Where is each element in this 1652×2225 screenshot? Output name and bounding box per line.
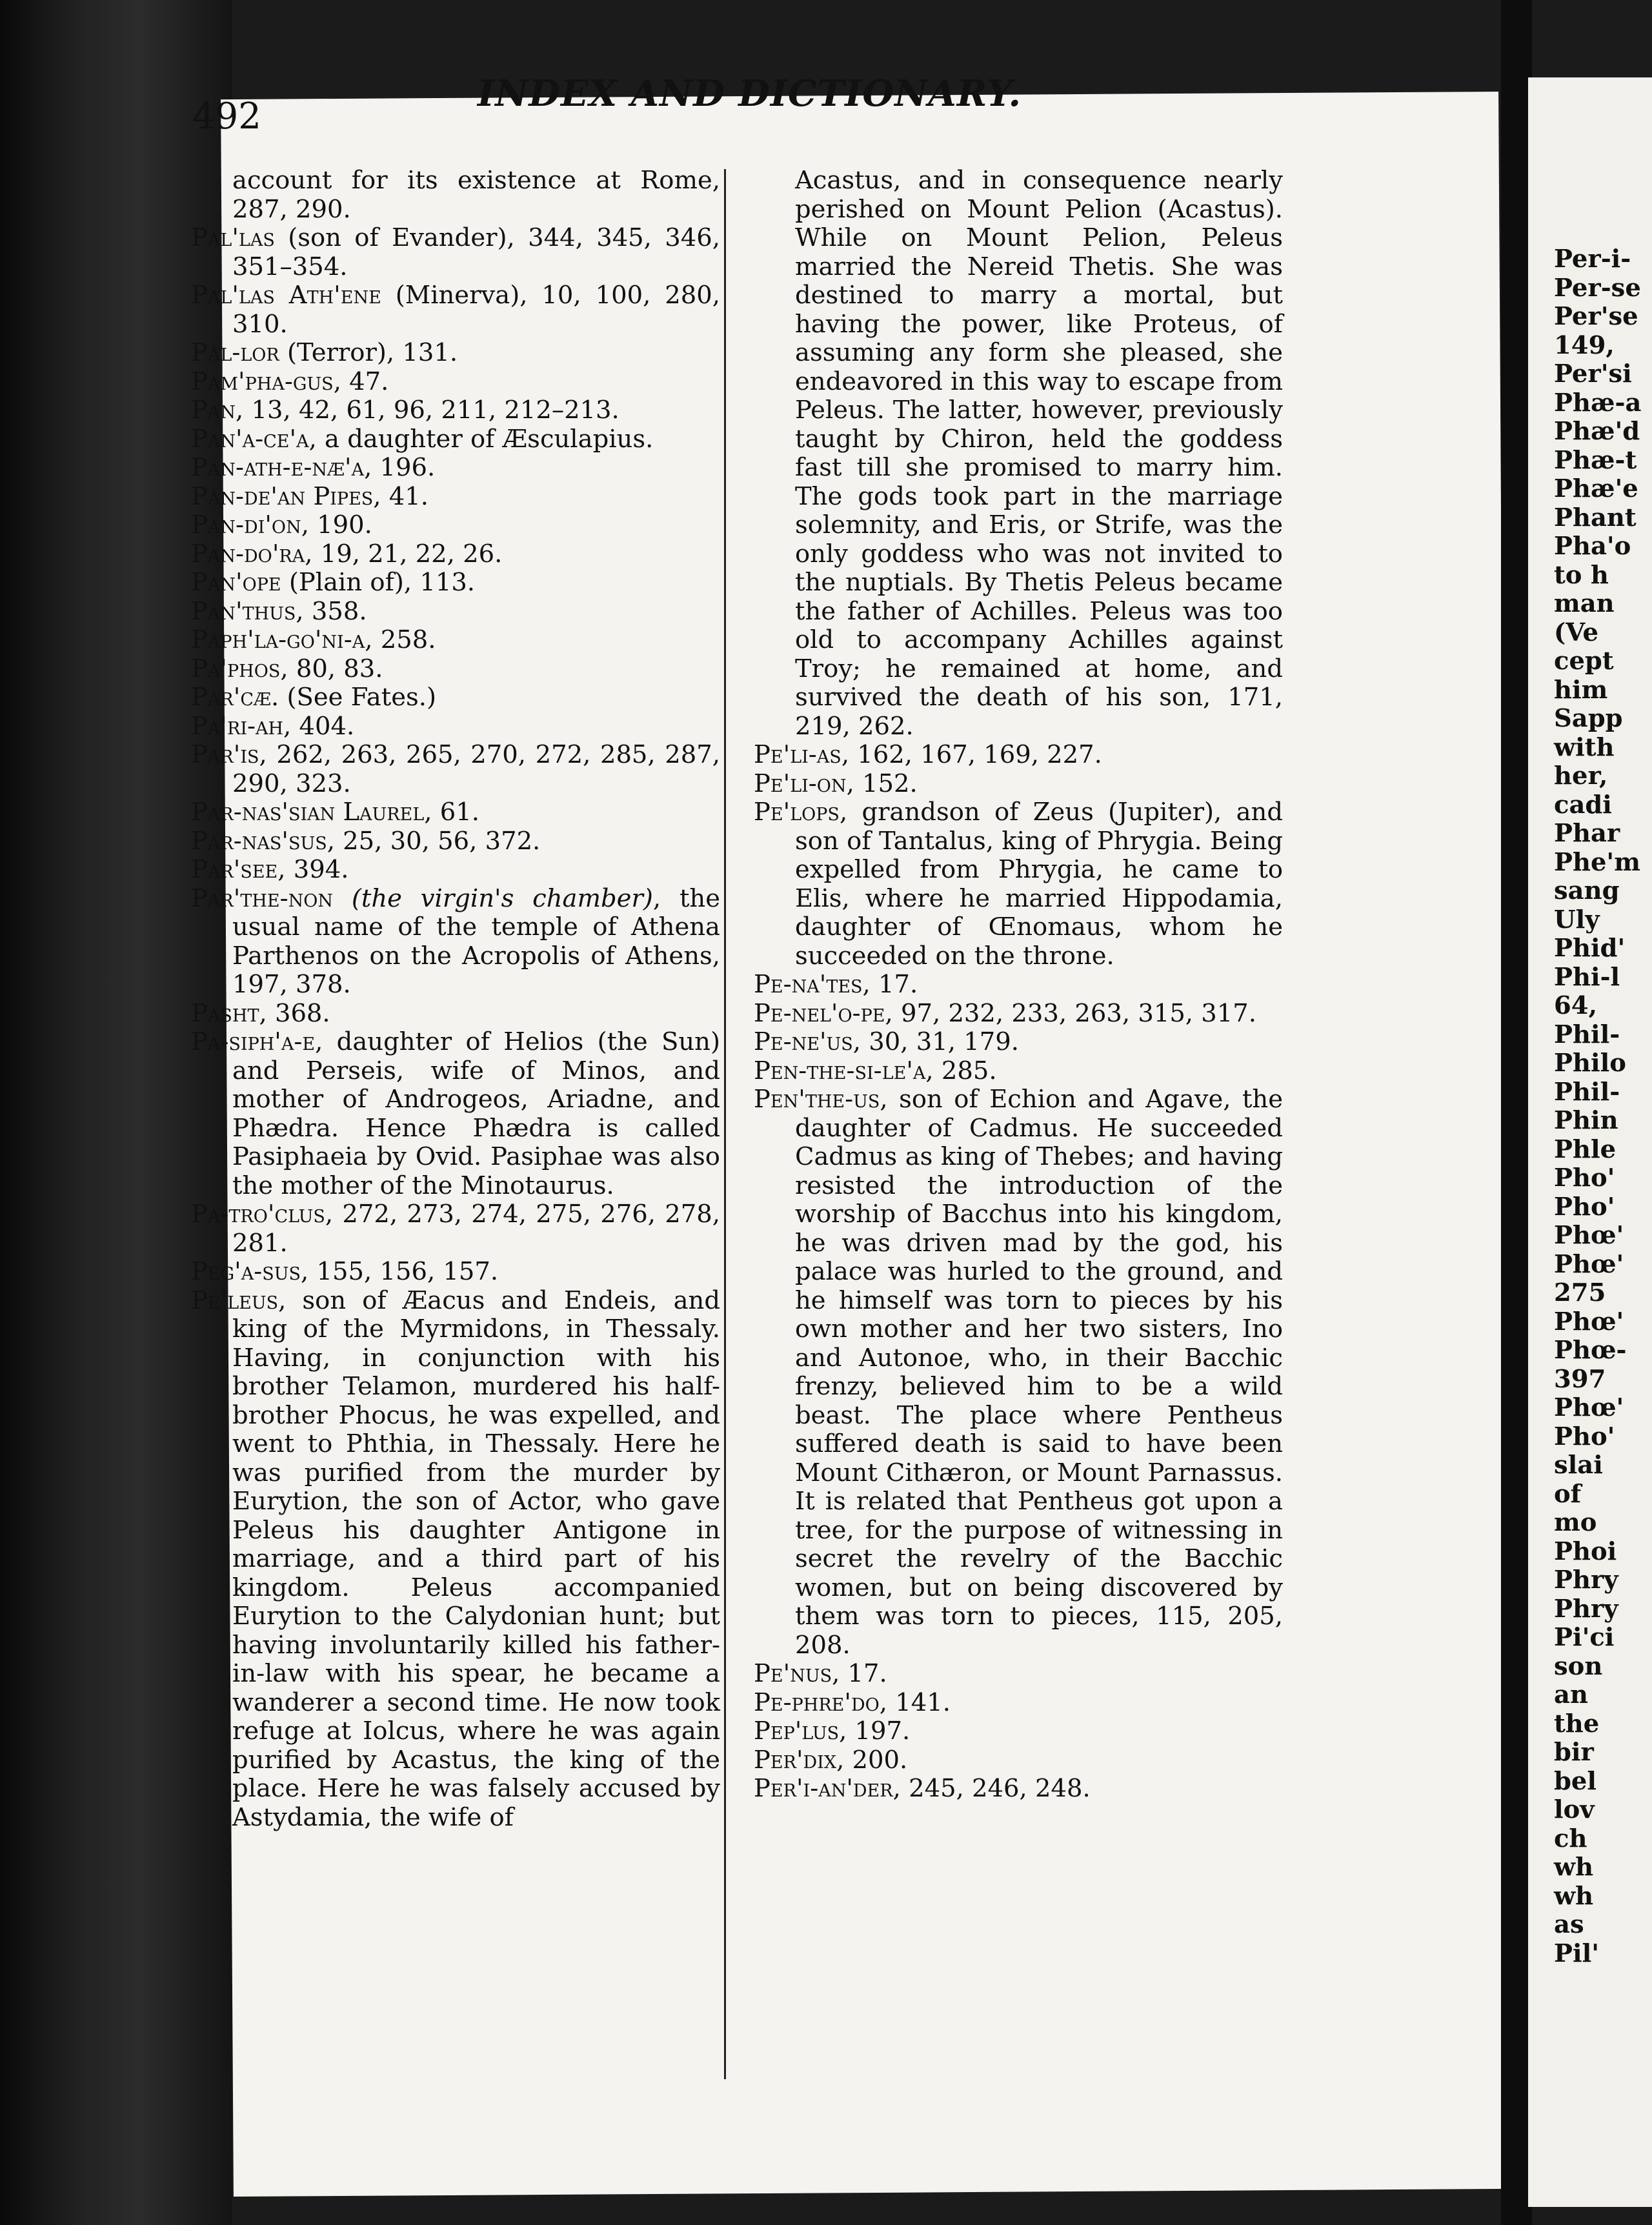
entry-text: , 30, 31, 179. bbox=[852, 1027, 1019, 1056]
index-column-left bbox=[191, 166, 720, 1832]
entry-headword: Pal'las Ath'ene bbox=[191, 281, 381, 310]
adjacent-page-line: Phœ' bbox=[1554, 1393, 1624, 1422]
entry-text: , 285. bbox=[925, 1056, 997, 1085]
entry-headword: Pan'ope bbox=[191, 568, 281, 597]
entry-text: , 190. bbox=[301, 510, 372, 539]
index-entry bbox=[754, 798, 1283, 971]
adjacent-page-line: Uly bbox=[1554, 905, 1600, 934]
entry-text: (Plain of), 113. bbox=[281, 568, 476, 597]
entry-headword: Pan-de'an Pipes bbox=[191, 481, 374, 511]
adjacent-page-line: wh bbox=[1554, 1853, 1594, 1882]
entry-text: Acastus, and in consequence nearly perished on Mount Pelion (Acastus). While on Mount Pelion, Peleus married the Nereid Thetis. She was destined to marry a mortal, but having the power, like Proteus, of assuming any form she pleased, she endeavored in this way to escape from Peleus. The latter, however, previously taught by Chiron, held the goddess fast till she promised to marry him. The gods took part in the marriage solemnity, and Eris, or Strife, was the only goddess who was not invited to the nuptials. By Thetis Peleus became the father of Achilles. Peleus was too old to accompany Achilles against Troy; he remained at home, and survived the death of his son, 171, 219, 262. bbox=[795, 166, 1283, 741]
adjacent-page-line: with bbox=[1554, 732, 1615, 762]
adjacent-page-line: Per'se bbox=[1554, 302, 1638, 331]
entry-text: . (See Fates.) bbox=[271, 683, 437, 712]
entry-headword: Par-nas'sus bbox=[191, 826, 327, 856]
adjacent-page-line: Pho' bbox=[1554, 1422, 1615, 1451]
index-column-right bbox=[754, 166, 1283, 1804]
entry-headword: Pa-siph'a-e bbox=[191, 1027, 316, 1056]
entry-text: , 394. bbox=[277, 855, 349, 884]
entry-headword: Pe-nel'o-pe bbox=[754, 998, 885, 1028]
entry-text: , 155, 156, 157. bbox=[301, 1257, 499, 1286]
entry-headword: Par-nas'sian Laurel bbox=[191, 798, 425, 827]
entry-text: , 97, 232, 233, 263, 315, 317. bbox=[885, 998, 1257, 1028]
adjacent-page-line: Phœ' bbox=[1554, 1307, 1624, 1336]
entry-headword: Pe-phre'do bbox=[754, 1687, 880, 1717]
entry-text: account for its existence at Rome, 287, 290. bbox=[232, 166, 720, 224]
entry-headword: Per'dix bbox=[754, 1745, 837, 1775]
entry-text: , 47. bbox=[333, 367, 389, 396]
entry-text: (son of Evander), 344, 345, 346, 351–354. bbox=[232, 223, 720, 281]
entry-headword: Par'is bbox=[191, 740, 259, 769]
entry-text: , daughter of Helios (the Sun) and Perseis, wife of Minos, and mother of Androgeos, Ariadne, and Phædra. Hence Phædra is called Pasiphaeia by Ovid. Pasiphae was also the mother of the Minotaurus. bbox=[232, 1027, 720, 1200]
adjacent-page-line: Per-i- bbox=[1554, 245, 1631, 274]
index-entry bbox=[191, 1287, 720, 1833]
entry-headword: Pa'ri-ah bbox=[191, 711, 284, 741]
index-entry bbox=[191, 396, 720, 425]
adjacent-page-line: cept bbox=[1554, 647, 1614, 676]
adjacent-page-line: man bbox=[1554, 589, 1615, 618]
entry-headword: Pam'pha-gus bbox=[191, 367, 334, 396]
index-entry bbox=[754, 1057, 1283, 1086]
entry-text: , 197. bbox=[839, 1717, 911, 1746]
adjacent-page-line: Pho' bbox=[1554, 1192, 1615, 1222]
adjacent-page-line: as bbox=[1554, 1910, 1584, 1939]
entry-headword: Pal'las bbox=[191, 223, 275, 252]
entry-text: , the usual name of the temple of Athena Parthenos on the Acropolis of Athens, 197, 378. bbox=[232, 883, 720, 999]
adjacent-page-line: Phle bbox=[1554, 1134, 1617, 1164]
index-entry bbox=[191, 712, 720, 741]
entry-text: , 368. bbox=[259, 998, 330, 1028]
adjacent-page-line: slai bbox=[1554, 1451, 1603, 1480]
index-entry bbox=[191, 511, 720, 540]
entry-text: , 200. bbox=[836, 1745, 908, 1775]
index-entry bbox=[754, 1689, 1283, 1718]
entry-headword: Pe-ne'us bbox=[754, 1027, 853, 1056]
adjacent-page-line: (Ve bbox=[1554, 618, 1599, 647]
entry-text: , 41. bbox=[373, 481, 429, 511]
adjacent-page-line: Phant bbox=[1554, 503, 1637, 532]
adjacent-page-line: 397 bbox=[1554, 1364, 1606, 1394]
entry-headword: Pe'lops bbox=[754, 798, 840, 827]
index-entry bbox=[754, 741, 1283, 770]
adjacent-page-line: Pil' bbox=[1554, 1938, 1599, 1968]
entry-headword: Pep'lus bbox=[754, 1717, 840, 1746]
adjacent-page-line: Phil- bbox=[1554, 1077, 1620, 1107]
index-entry bbox=[191, 683, 720, 712]
adjacent-page-line: an bbox=[1554, 1680, 1588, 1709]
adjacent-page-line: 64, bbox=[1554, 991, 1597, 1020]
running-title: INDEX AND DICTIONARY. bbox=[478, 72, 1022, 115]
entry-text: (Minerva), 10, 100, 280, 310. bbox=[232, 281, 720, 339]
index-entry bbox=[191, 454, 720, 483]
index-entry bbox=[191, 224, 720, 281]
adjacent-page-line: bel bbox=[1554, 1766, 1597, 1796]
entry-text: , 61. bbox=[424, 798, 479, 827]
entry-headword: Per'i-an'der bbox=[754, 1774, 893, 1803]
entry-headword: Pe'li-as bbox=[754, 740, 841, 769]
index-entry bbox=[191, 626, 720, 655]
entry-headword: Pasht bbox=[191, 998, 259, 1028]
entry-headword: Pe'nus bbox=[754, 1659, 832, 1688]
entry-headword: Pen-the-si-le'a bbox=[754, 1056, 926, 1085]
entry-headword: Pan bbox=[191, 396, 236, 425]
index-entry bbox=[754, 770, 1283, 799]
index-entry bbox=[191, 281, 720, 339]
column-divider bbox=[724, 169, 726, 2079]
entry-headword: Pa-tro'clus bbox=[191, 1200, 325, 1229]
entry-text: , 262, 263, 265, 270, 272, 285, 287, 290, 323. bbox=[232, 740, 720, 798]
adjacent-page-line: her, bbox=[1554, 761, 1608, 790]
entry-text: , 25, 30, 56, 372. bbox=[327, 826, 541, 856]
entry-headword: Pen'the-us bbox=[754, 1085, 880, 1114]
adjacent-page-line: Sapp bbox=[1554, 704, 1623, 733]
adjacent-page-line: son bbox=[1554, 1651, 1603, 1681]
adjacent-page-line: the bbox=[1554, 1709, 1600, 1738]
adjacent-page-line: wh bbox=[1554, 1881, 1594, 1911]
adjacent-page-line: 275 bbox=[1554, 1278, 1606, 1307]
entry-headword: Par'cæ bbox=[191, 683, 272, 712]
index-entry bbox=[191, 856, 720, 885]
entry-text: , grandson of Zeus (Jupiter), and son of Tantalus, king of Phrygia. Being expelled from Phrygia, he came to Elis, where he married Hippodamia, daughter of Œnomaus, whom he succeeded on the throne. bbox=[795, 798, 1283, 971]
adjacent-page-line: Pi'ci bbox=[1554, 1623, 1615, 1652]
index-entry bbox=[754, 1746, 1283, 1775]
adjacent-page-line: Phar bbox=[1554, 819, 1620, 848]
adjacent-page-line: Pho' bbox=[1554, 1163, 1615, 1193]
index-entry bbox=[191, 598, 720, 627]
index-entry bbox=[191, 1000, 720, 1029]
index-entry bbox=[754, 1028, 1283, 1057]
adjacent-page-line: Pha'o bbox=[1554, 532, 1631, 561]
adjacent-page-line: cadi bbox=[1554, 790, 1612, 820]
index-entry bbox=[191, 368, 720, 397]
entry-text: , 358. bbox=[296, 596, 367, 626]
entry-headword: Par'the-non bbox=[191, 883, 333, 913]
adjacent-page-fragments bbox=[1554, 245, 1641, 1968]
index-entry bbox=[754, 1000, 1283, 1029]
index-entry bbox=[191, 827, 720, 856]
adjacent-page-line: mo bbox=[1554, 1508, 1597, 1537]
entry-headword: Pan-do'ra bbox=[191, 539, 305, 569]
entry-headword: Pan-di'on bbox=[191, 510, 301, 539]
entry-headword: Pe-na'tes bbox=[754, 970, 863, 999]
adjacent-page-line: of bbox=[1554, 1479, 1582, 1509]
entry-headword: Pan-ath-e-næ'a bbox=[191, 453, 365, 482]
entry-headword: Peg'a-sus bbox=[191, 1257, 301, 1286]
index-entry bbox=[191, 166, 720, 224]
index-entry bbox=[191, 425, 720, 454]
entry-text: , a daughter of Æsculapius. bbox=[308, 424, 654, 454]
adjacent-page-line: lov bbox=[1554, 1795, 1595, 1824]
index-entry bbox=[191, 798, 720, 827]
adjacent-page-line: 149, bbox=[1554, 330, 1615, 360]
entry-text: , 19, 21, 22, 26. bbox=[305, 539, 503, 569]
entry-headword: Pal-lor bbox=[191, 338, 279, 367]
entry-text: , 80, 83. bbox=[280, 654, 383, 683]
index-entry bbox=[191, 540, 720, 569]
entry-headword: Paph'la-go'ni-a bbox=[191, 625, 365, 654]
adjacent-page-line: Phœ- bbox=[1554, 1336, 1627, 1365]
entry-text: , son of Echion and Agave, the daughter of Cadmus. He succeeded Cadmus as king of Thebes; and having resisted the introduction of the worship of Bacchus into his kingdom, he was driven mad by the god, his palace was hurled to the ground, and he himself was torn to pieces by his own mother and her two sisters, Ino and Autonoe, who, in their Bacchic frenzy, believed him to be a wild beast. The place where Pentheus suffered death is said to have been Mount Cithæron, or Mount Parnassus. It is related that Pentheus got upon a tree, for the purpose of witnessing in secret the revelry of the Bacchic women, but on being discovered by them was torn to pieces, 115, 205, 208. bbox=[795, 1085, 1283, 1660]
adjacent-page-line: Phæ'd bbox=[1554, 417, 1640, 446]
entry-text: , son of Æacus and Endeis, and king of the Myrmidons, in Thessaly. Having, in conjunction with his brother Telamon, murdered his half-brother Phocus, he was expelled, and went to Phthia, in Thessaly. Here he was purified from the murder by Eurytion, the son of Actor, who gave Peleus his daughter Antigone in marriage, and a third part of his kingdom. Peleus accompanied Eurytion to the Calydonian hunt; but having involuntarily killed his father-in-law with his spear, he became a wanderer a second time. He now took refuge at Iolcus, where he was again purified by Acastus, the king of the place. Here he was falsely accused by Astydamia, the wife of bbox=[232, 1285, 720, 1832]
adjacent-page-line: Phe'm bbox=[1554, 847, 1640, 877]
entry-text: , 272, 273, 274, 275, 276, 278, 281. bbox=[232, 1200, 720, 1258]
index-entry bbox=[754, 1085, 1283, 1660]
entry-text: , 17. bbox=[832, 1659, 887, 1688]
index-entry bbox=[191, 339, 720, 368]
entry-text: (Terror), 131. bbox=[279, 338, 458, 367]
adjacent-page-line: Per-se bbox=[1554, 273, 1641, 303]
index-entry bbox=[191, 1028, 720, 1200]
entry-headword: Pe'li-on bbox=[754, 769, 847, 798]
index-entry bbox=[191, 483, 720, 512]
index-entry bbox=[754, 1717, 1283, 1746]
adjacent-page-line: Phæ-a bbox=[1554, 388, 1642, 418]
entry-text: , 152. bbox=[846, 769, 918, 798]
adjacent-page-line: Phi-l bbox=[1554, 962, 1620, 992]
index-entry bbox=[191, 1200, 720, 1258]
adjacent-page-line: Phry bbox=[1554, 1594, 1618, 1624]
index-entry bbox=[191, 655, 720, 684]
adjacent-page-line: Phin bbox=[1554, 1106, 1618, 1135]
adjacent-page bbox=[1528, 77, 1652, 2207]
index-entry bbox=[191, 1258, 720, 1287]
entry-headword: Pe'leus bbox=[191, 1285, 279, 1315]
adjacent-page-line: Per'si bbox=[1554, 359, 1632, 388]
adjacent-page-line: to h bbox=[1554, 560, 1609, 590]
entry-text: , 258. bbox=[365, 625, 436, 654]
index-entry bbox=[191, 741, 720, 798]
adjacent-page-line: Phæ-t bbox=[1554, 445, 1637, 475]
entry-text: , 141. bbox=[879, 1687, 951, 1717]
adjacent-page-line: Phid' bbox=[1554, 934, 1626, 963]
entry-text: , 245, 246, 248. bbox=[892, 1774, 1091, 1803]
page-gutter bbox=[1501, 0, 1532, 2225]
adjacent-page-line: Philo bbox=[1554, 1049, 1626, 1078]
index-entry bbox=[191, 569, 720, 598]
entry-text: , 17. bbox=[862, 970, 918, 999]
adjacent-page-line: sang bbox=[1554, 876, 1620, 905]
entry-text: , 196. bbox=[364, 453, 436, 482]
adjacent-page-line: bir bbox=[1554, 1738, 1594, 1767]
index-entry bbox=[191, 885, 720, 1000]
adjacent-page-line: him bbox=[1554, 675, 1608, 705]
entry-headword: Pan'a-ce'a bbox=[191, 424, 309, 454]
index-entry bbox=[754, 971, 1283, 1000]
entry-text: , 404. bbox=[283, 711, 355, 741]
entry-headword: Par'see bbox=[191, 855, 278, 884]
adjacent-page-line: Phœ' bbox=[1554, 1221, 1624, 1250]
index-entry bbox=[754, 1775, 1283, 1804]
page-number: 492 bbox=[192, 96, 261, 137]
adjacent-page-line: Phæ'e bbox=[1554, 474, 1638, 503]
index-entry bbox=[754, 1660, 1283, 1689]
adjacent-page-line: Phil- bbox=[1554, 1020, 1620, 1049]
entry-gloss: (the virgin's chamber) bbox=[351, 883, 653, 913]
entry-text: , 13, 42, 61, 96, 211, 212–213. bbox=[236, 396, 620, 425]
adjacent-page-line: Phry bbox=[1554, 1566, 1618, 1595]
adjacent-page-line: Phoi bbox=[1554, 1536, 1617, 1566]
adjacent-page-line: ch bbox=[1554, 1824, 1587, 1853]
index-entry bbox=[754, 166, 1283, 741]
adjacent-page-line: Phœ' bbox=[1554, 1249, 1624, 1279]
entry-headword: Pan'thus bbox=[191, 596, 296, 626]
entry-text: , 162, 167, 169, 227. bbox=[841, 740, 1102, 769]
entry-headword: Pa'phos bbox=[191, 654, 281, 683]
